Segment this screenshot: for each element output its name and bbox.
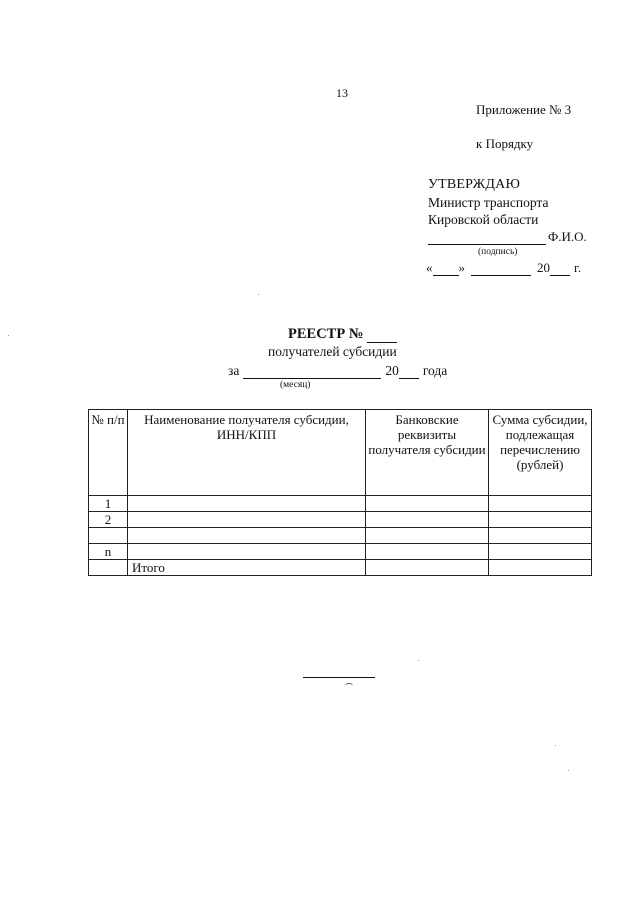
total-label: Итого [128, 560, 366, 576]
table-row [89, 528, 592, 544]
table-row [89, 496, 592, 512]
signature-blank [428, 233, 546, 245]
signature-caption: (подпись) [478, 247, 518, 257]
date-day-blank [433, 264, 459, 276]
appendix-label: Приложение № 3 [476, 102, 572, 117]
date-year-prefix: 20 [537, 260, 550, 275]
row-number: 2 [89, 512, 128, 528]
register-number-blank [367, 331, 397, 343]
total-bank-cell [366, 560, 489, 576]
table-row [89, 544, 592, 560]
date-close-quote: » [458, 260, 465, 275]
row-recipient [128, 512, 366, 528]
period-month-blank [243, 367, 381, 379]
table-total-row [89, 560, 592, 576]
row-recipient [128, 528, 366, 544]
row-amount [489, 544, 592, 560]
date-suffix: г. [574, 260, 582, 275]
row-bank [366, 544, 489, 560]
to-order-label: к Порядку [476, 136, 534, 151]
period-year-prefix: 20 [385, 363, 399, 378]
register-title-text: РЕЕСТР № [288, 326, 364, 342]
register-title [288, 326, 397, 343]
total-amount-cell [489, 560, 592, 576]
approval-title: УТВЕРЖДАЮ [428, 177, 521, 192]
row-amount [489, 528, 592, 544]
date-month-blank [471, 264, 531, 276]
row-recipient [128, 544, 366, 560]
row-amount [489, 512, 592, 528]
date-year-blank [550, 264, 570, 276]
footer-mark [345, 683, 353, 688]
row-bank [366, 496, 489, 512]
row-recipient [128, 496, 366, 512]
register-period-row [228, 363, 447, 379]
row-number: n [89, 544, 128, 560]
row-amount [489, 496, 592, 512]
approval-date-row [426, 260, 581, 276]
register-table [88, 409, 592, 576]
row-number [89, 528, 128, 544]
approval-position-line1: Министр транспорта [428, 195, 549, 210]
signature-row [428, 229, 587, 245]
table-header-row [89, 410, 592, 496]
row-number: 1 [89, 496, 128, 512]
header-number: № п/п [89, 410, 128, 496]
period-suffix: года [422, 363, 448, 378]
month-caption: (месяц) [280, 380, 311, 390]
total-number-cell [89, 560, 128, 576]
date-open-quote: « [426, 260, 433, 275]
page-number: 13 [336, 86, 348, 100]
header-bank-details: Банковские реквизиты получателя субсидии [366, 410, 489, 496]
period-year-blank [399, 367, 419, 379]
approval-position-line2: Кировской области [428, 212, 539, 227]
footer-separator-line [303, 677, 375, 678]
header-subsidy-amount: Сумма субсидии, подлежащая перечислению (рублей) [489, 410, 592, 496]
register-subtitle: получателей субсидии [268, 344, 397, 359]
period-prefix: за [228, 363, 240, 378]
signature-name: Ф.И.О. [548, 229, 587, 244]
header-recipient-name: Наименование получателя субсидии, ИНН/КПП [128, 410, 366, 496]
row-bank [366, 528, 489, 544]
row-bank [366, 512, 489, 528]
table-row [89, 512, 592, 528]
